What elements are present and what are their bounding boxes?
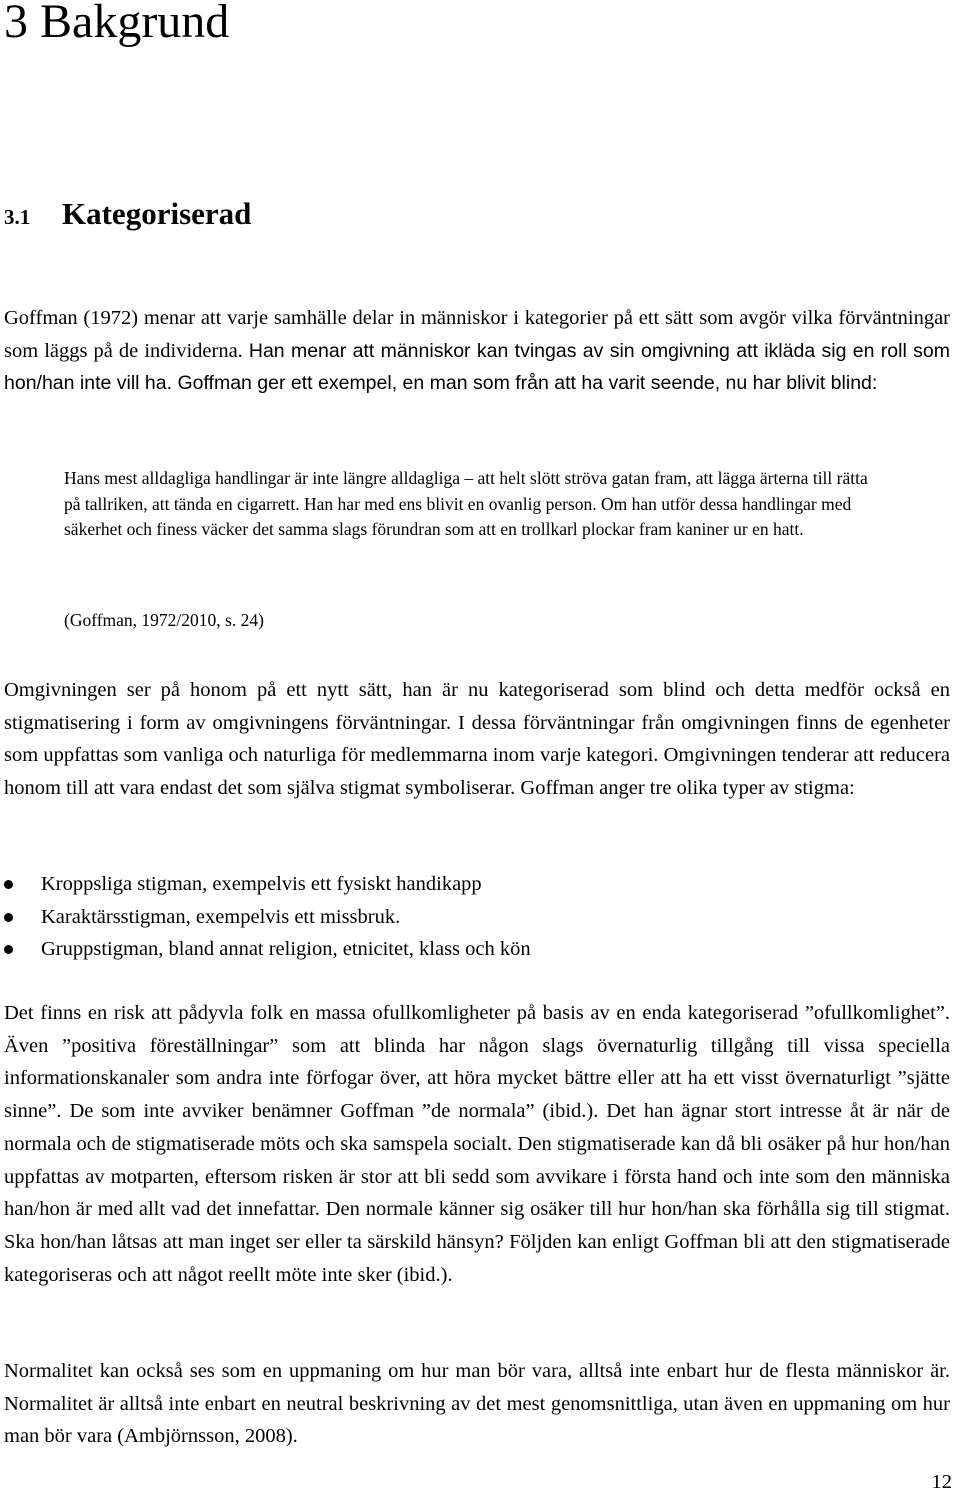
paragraph-intro-serif: Goffman (1972) menar att varje samhälle delar in människor i kategorier på ett sätt som avgör vilka förväntningar som läggs på de individerna. — [4, 307, 950, 362]
bullet-icon — [4, 880, 13, 889]
paragraph-stigma: Omgivningen ser på honom på ett nytt sätt, han är nu kategoriserad som blind och detta medför också en stigmatisering i form av omgivningens förväntningar. I dessa förväntningar från omgivningen finns de egenheter som uppfattas som vanliga och naturliga för medlemmarna inom varje kategori. Omgivningen tenderar att reducera honom till att vara endast det som själva stigmat symboliserar. Goffman anger tre olika typer av stigma: — [4, 679, 950, 800]
list-item-text: Kroppsliga stigman, exempelvis ett fysiskt handikapp — [41, 873, 482, 895]
list-item-text: Karaktärsstigman, exempelvis ett missbruk. — [41, 905, 401, 928]
page-number: 12 — [931, 1471, 952, 1493]
bullet-icon — [4, 945, 13, 954]
chapter-heading: 3 Bakgrund — [4, 0, 230, 48]
list-item-text: Gruppstigman, bland annat religion, etnicitet, klass och kön — [41, 938, 531, 960]
list-item — [0, 901, 531, 934]
list-item — [0, 868, 531, 901]
section-heading — [4, 194, 251, 237]
section-title: Kategoriserad — [62, 196, 252, 231]
list-item — [0, 933, 531, 966]
paragraph-intro — [4, 302, 950, 400]
paragraph-risk: Det finns en risk att pådyvla folk en massa ofullkomligheter på basis av en enda kategoriserad ”ofullkomlighet”. Även ”positiva föreställningar” som att blinda har någon slags övernaturlig tillgång till vissa speciella informationskanaler som andra inte förfogar över, att höra mycket bättre eller att ha ett visst övernaturligt ”sjätte sinne”. De som inte avviker benämner Goffman ”de normala” (ibid.). Det han ägnar stort intresse åt är när de normala och de stigmatiserade möts och ska samspela socialt. Den stigmatiserade kan då bli osäker på hur hon/han uppfattas av motparten, eftersom risken är stor att bli sedd som avvikare i första hand och inte som den människa han/hon är med allt vad det innefattar. Den normale känner sig osäker till hur hon/han ska förhålla sig till stigmat. Ska hon/han låtsas att man inget ser eller ta särskild hänsyn? Följden kan enligt Goffman bli att den stigmatiserade kategoriseras och att något reellt möte inte sker (ibid.). — [4, 1002, 950, 1286]
section-number: 3.1 — [4, 205, 31, 229]
paragraph-intro-sans: Han menar att människor kan tvingas av sin omgivning att ikläda sig en roll som hon/han inte vill ha. Goffman ger ett exempel, en man som från att ha varit seende, nu har blivit blind: — [4, 339, 950, 395]
quote-citation: (Goffman, 1972/2010, s. 24) — [64, 610, 264, 630]
paragraph-normality: Normalitet kan också ses som en uppmaning om hur man bör vara, alltså inte enbart hur de flesta människor är. Normalitet är alltså inte enbart en neutral beskrivning av det mest genomsnittliga, utan även en uppmaning om hur man bör vara (Ambjörnsson, 2008). — [4, 1360, 950, 1448]
block-quote: Hans mest alldagliga handlingar är inte längre alldagliga – att helt slött ströva gatan fram, att lägga ärterna till rätta på tallriken, att tända en cigarrett. Han har med ens blivit en ovanlig person. Om han utför dessa handlingar med säkerhet och finess väcker det samma slags förundran som att en trollkarl plockar fram kaniner ur en hatt. — [64, 468, 868, 540]
bullet-icon — [4, 913, 13, 922]
stigma-types-list — [0, 868, 531, 966]
